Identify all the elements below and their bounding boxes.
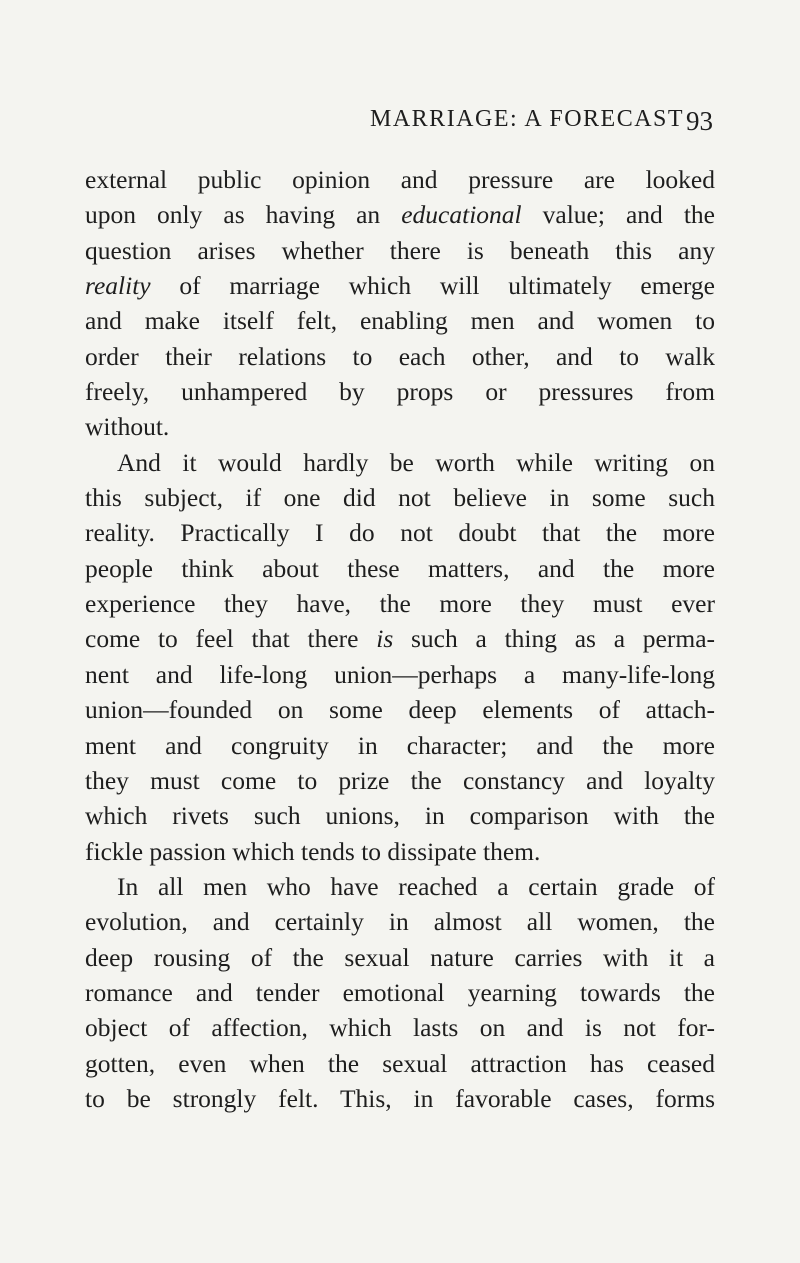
text-line: this subject, if one did not believe in some such — [85, 483, 715, 513]
page-number: 93 — [686, 106, 713, 136]
text-line: people think about these matters, and the more — [85, 553, 715, 583]
text-line: deep rousing of the sexual nature carries with it a — [85, 942, 715, 972]
text-line: nent and life-long union—perhaps a many-life-long — [85, 659, 715, 689]
text-line: freely, unhampered by props or pressures from — [85, 377, 715, 407]
text-line: reality of marriage which will ultimately emerge — [85, 271, 715, 301]
text-line: fickle passion which tends to dissipate them. — [85, 836, 541, 866]
text-line: external public opinion and pressure are looked — [85, 165, 715, 194]
text-line: object of affection, which lasts on and is not for- — [85, 1013, 715, 1043]
text-line: evolution, and certainly in almost all women, the — [85, 907, 715, 937]
text-line: and make itself felt, enabling men and women to — [85, 306, 715, 336]
body-text — [85, 162, 715, 1116]
text-line: order their relations to each other, and to walk — [85, 341, 715, 371]
text-line: they must come to prize the constancy and loyalty — [85, 765, 715, 795]
text-line: which rivets such unions, in comparison with the — [85, 801, 715, 831]
text-line: to be strongly felt. This, in favorable cases, forms — [85, 1083, 715, 1113]
text-line: without. — [85, 412, 170, 442]
text-line: In all men who have reached a certain grade of — [117, 871, 715, 901]
text-line: union—founded on some deep elements of attach- — [85, 695, 715, 725]
text-line: question arises whether there is beneath this any — [85, 235, 715, 265]
text-line: romance and tender emotional yearning towards the — [85, 977, 715, 1007]
text-line: experience they have, the more they must ever — [85, 589, 715, 619]
text-line: upon only as having an educational value; and the — [85, 200, 715, 230]
text-line: And it would hardly be worth while writing on — [117, 447, 715, 477]
text-line: reality. Practically I do not doubt that the more — [85, 518, 715, 548]
text-line: gotten, even when the sexual attraction has ceased — [85, 1048, 715, 1078]
text-line: ment and congruity in character; and the more — [85, 730, 715, 760]
text-line: come to feel that there is such a thing as a perma- — [85, 624, 716, 654]
running-title: MARRIAGE: A FORECAST — [370, 106, 685, 132]
